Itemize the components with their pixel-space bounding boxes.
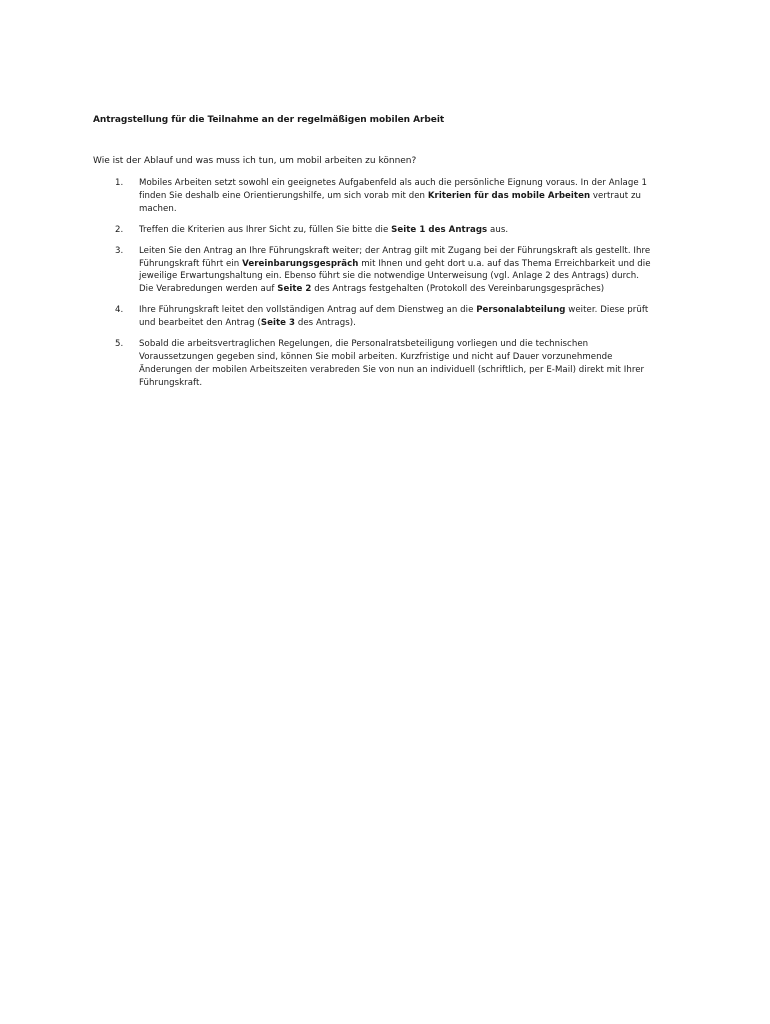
step-number: 5. (115, 339, 124, 350)
step-text-emphasis: Vereinbarungsgespräch (242, 258, 359, 269)
step-text: Mobiles Arbeiten setzt sowohl ein geeignetes Aufgabenfeld als auch die persönliche Eignung voraus. In der Anlage 1 (139, 178, 648, 188)
step-text-line (139, 304, 683, 317)
step-text-emphasis: Seite 2 (277, 284, 312, 295)
step-text-line (139, 270, 683, 283)
step-text-line (139, 351, 683, 364)
step-text-line (139, 258, 683, 271)
step-number: 3. (115, 245, 124, 256)
step-text-line (139, 203, 683, 216)
process-step (93, 224, 683, 237)
process-question: Wie ist der Ablauf und was muss ich tun, um mobil arbeiten zu können? (93, 156, 417, 166)
step-text-emphasis: Personalabteilung (476, 305, 566, 316)
step-text-line (139, 283, 683, 296)
step-text: machen. (139, 203, 177, 214)
process-step (93, 338, 683, 390)
step-text-emphasis: Kriterien für das mobile Arbeiten (427, 190, 591, 201)
process-step (93, 245, 683, 297)
step-number: 2. (115, 224, 124, 235)
step-text-emphasis: Seite 3 (260, 318, 296, 329)
step-text: Die Verabredungen werden auf (139, 284, 278, 295)
step-text-line (139, 377, 683, 390)
step-text: Führungskraft. (139, 377, 203, 388)
step-text-line (139, 177, 683, 190)
step-text: Führungskraft führt ein (139, 258, 243, 269)
step-number: 4. (115, 305, 124, 316)
process-steps-list (93, 177, 683, 398)
step-text: jeweilige Erwartungshaltung ein. Ebenso führt sie die notwendige Unterweisung (vgl. Anlage 2 des Antrags) durch. (139, 271, 640, 282)
step-text-line (139, 224, 683, 237)
step-text: finden Sie deshalb eine Orientierungshilfe, um sich vorab mit den (139, 190, 428, 201)
step-text-line (139, 245, 683, 258)
step-text: Leiten Sie den Antrag an Ihre Führungskraft weiter; der Antrag gilt mit Zugang bei der Führungskraft als gestellt. Ihre (139, 245, 651, 256)
step-text: des Antrags). (295, 318, 356, 329)
process-step (93, 304, 683, 330)
step-text-line (139, 190, 683, 203)
step-text: mit Ihnen und geht dort u.a. auf das Thema Erreichbarkeit und die (358, 258, 651, 269)
step-text: Voraussetzungen gegeben sind, können Sie mobil arbeiten. Kurzfristige und nicht auf Dauer vorzunehmende (139, 351, 613, 362)
step-text: aus. (487, 224, 509, 235)
step-text: Sobald die arbeitsvertraglichen Regelungen, die Personalratsbeteiligung vorliegen und die technischen (139, 339, 589, 350)
step-text: und bearbeitet den Antrag ( (139, 318, 261, 329)
step-number: 1. (115, 178, 124, 188)
step-text-emphasis: Seite 1 des Antrags (391, 224, 488, 235)
step-text: Ihre Führungskraft leitet den vollständigen Antrag auf dem Dienstweg an die (139, 305, 477, 316)
step-text-line (139, 317, 683, 330)
step-text: des Antrags festgehalten (Protokoll des Vereinbarungsgespräches) (311, 284, 605, 295)
document-title: Antragstellung für die Teilnahme an der regelmäßigen mobilen Arbeit (93, 115, 445, 125)
step-text: Änderungen der mobilen Arbeitszeiten verabreden Sie von nun an individuell (schriftlich, per E-Mail) direkt mit Ihrer (139, 364, 645, 375)
step-text: vertraut zu (590, 190, 642, 201)
process-step (93, 177, 683, 216)
step-text: weiter. Diese prüft (565, 305, 649, 316)
step-text-line (139, 338, 683, 351)
step-text-line (139, 364, 683, 377)
step-text: Treffen die Kriterien aus Ihrer Sicht zu, füllen Sie bitte die (139, 224, 392, 235)
